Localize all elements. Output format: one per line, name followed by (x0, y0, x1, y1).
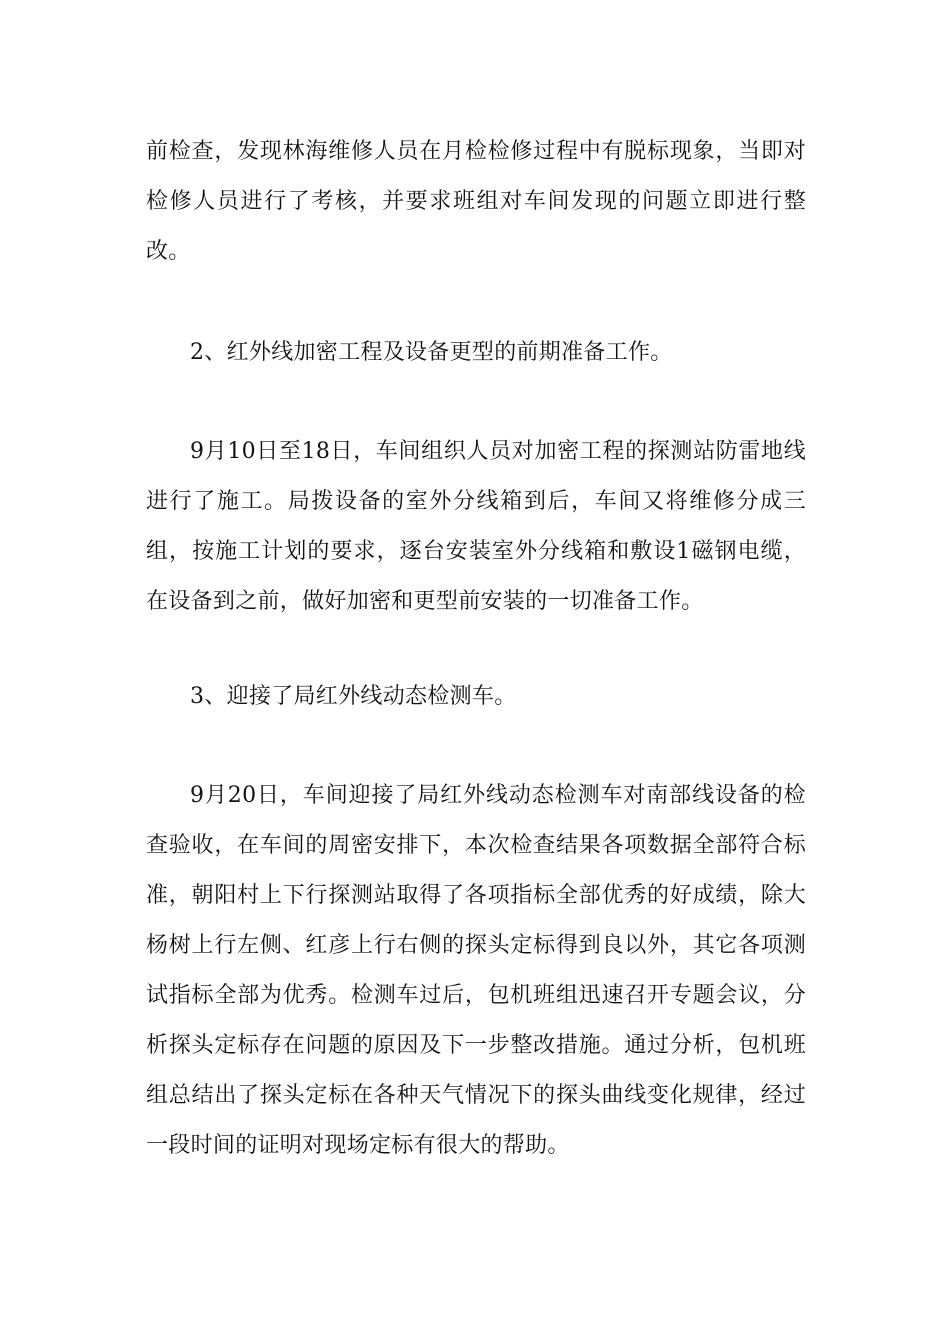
paragraph-continuation: 前检查，发现林海维修人员在月检检修过程中有脱标现象，当即对检修人员进行了考核，并要求班组对车间发现的问题立即进行整改。 (146, 139, 806, 264)
paragraph-section-2-body: 9月10日至18日，车间组织人员对加密工程的探测站防雷地线进行了施工。局拨设备的室外分线箱到后，车间又将维修分成三组，按施工计划的要求，逐台安装室外分线箱和敷设1磁钢电缆，在设备到之前，做好加密和更型前安装的一切准备工作。 (146, 439, 806, 614)
paragraph-section-3-body: 9月20日，车间迎接了局红外线动态检测车对南部线设备的检查验收，在车间的周密安排下，本次检查结果各项数据全部符合标准，朝阳村上下行探测站取得了各项指标全部优秀的好成绩，除大杨树上行左侧、红彦上行右侧的探头定标得到良以外，其它各项测试指标全部为优秀。检测车过后，包机班组迅速召开专题会议，分析探头定标存在问题的原因及下一步整改措施。通过分析，包机班组总结出了探头定标在各种天气情况下的探头曲线变化规律，经过一段时间的证明对现场定标有很大的帮助。 (146, 783, 806, 1158)
section-heading-2: 2、红外线加密工程及设备更型的前期准备工作。 (190, 340, 673, 365)
section-heading-3: 3、迎接了局红外线动态检测车。 (190, 684, 517, 709)
